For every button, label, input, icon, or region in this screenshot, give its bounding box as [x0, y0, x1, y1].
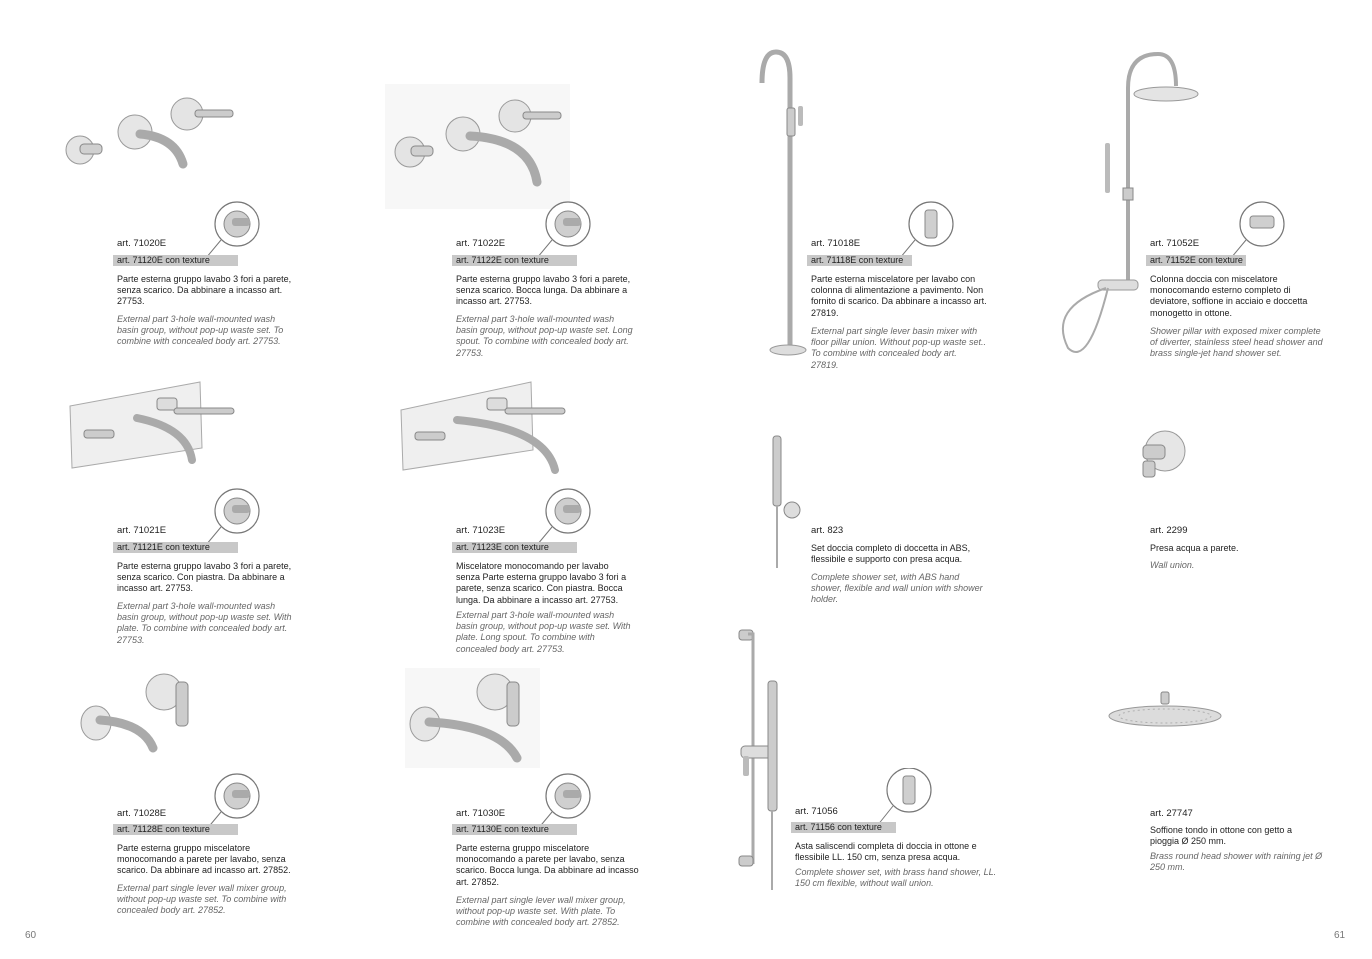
texture-detail-icon: [180, 487, 265, 547]
texture-label: art. 71130E con texture: [452, 824, 577, 835]
page-number-right: 61: [1334, 930, 1346, 941]
texture-detail-icon: [872, 200, 957, 260]
description-en: External part 3-hole wall-mounted wash basin group, without pop-up waste set. With plate. To combine with concealed body art. 27753.: [117, 601, 292, 645]
article-number: art. 71052E: [1150, 238, 1200, 249]
faucet-3-hole-plate-long-spout-photo: [395, 378, 575, 478]
article-number: art. 2299: [1150, 525, 1188, 536]
texture-label: art. 71152E con texture: [1146, 255, 1246, 266]
faucet-3-hole-long-spout-photo: [385, 84, 570, 209]
description-en: External part 3-hole wall-mounted wash basin group, without pop-up waste set. To combine with concealed body art. 27753.: [117, 314, 284, 347]
description-it: Miscelatore monocomando per lavabo senza Parte esterna gruppo lavabo 3 fori a parete, senza scarico. Con piastra. Bocca lunga. Da abbinare a incasso art. 27753.: [456, 561, 627, 605]
sliding-bar-photo: [735, 626, 785, 894]
wall-union-photo: [1135, 425, 1190, 483]
description-it: Parte esterna gruppo miscelatore monocomando a parete per lavabo, senza scarico. Bocca lunga. Da abbinare ad incasso art. 27852.: [456, 843, 639, 887]
description-it: Set doccia completo di doccetta in ABS, flessibile e supporto con presa acqua.: [811, 543, 971, 565]
description-it: Parte esterna gruppo lavabo 3 fori a parete, senza scarico. Con piastra. Da abbinare a incasso art. 27753.: [117, 561, 292, 594]
description-it: Parte esterna gruppo lavabo 3 fori a parete, senza scarico. Bocca lunga. Da abbinare a incasso art. 27753.: [456, 274, 631, 307]
description-it: Parte esterna gruppo miscelatore monocomando a parete per lavabo, senza scarico. Da abbinare ad incasso art. 27852.: [117, 843, 291, 876]
texture-detail-icon: [180, 772, 265, 832]
texture-detail-icon: [511, 772, 596, 832]
description-it: Asta saliscendi completa di doccia in ottone e flessibile LL. 150 cm, senza presa acqua.: [795, 841, 977, 863]
texture-label: art. 71121E con texture: [113, 542, 238, 553]
texture-detail-icon: [511, 487, 596, 547]
article-number: art. 71030E: [456, 808, 506, 819]
article-number: art. 71020E: [117, 238, 167, 249]
shower-set-photo: [764, 432, 804, 572]
texture-label: art. 71156 con texture: [791, 822, 896, 833]
article-number: art. 71021E: [117, 525, 167, 536]
article-number: art. 71023E: [456, 525, 506, 536]
article-number: art. 71022E: [456, 238, 506, 249]
description-en: External part 3-hole wall-mounted wash basin group, without pop-up waste set. Long spout. To combine with concealed body art. 27753.: [456, 314, 633, 358]
article-number: art. 823: [811, 525, 844, 536]
description-it: Presa acqua a parete.: [1150, 543, 1239, 553]
round-head-shower-photo: [1105, 690, 1225, 730]
page-number-left: 60: [25, 930, 37, 941]
texture-label: art. 71128E con texture: [113, 824, 238, 835]
texture-label: art. 71123E con texture: [452, 542, 577, 553]
description-en: Complete shower set, with ABS hand shower, flexible and wall union with shower holder.: [811, 572, 983, 605]
description-en: Shower pillar with exposed mixer complete of diverter, stainless steel head shower and brass single-jet hand shower set.: [1150, 326, 1323, 359]
description-it: Soffione tondo in ottone con getto a pioggia Ø 250 mm.: [1150, 825, 1292, 847]
texture-label: art. 71118E con texture: [807, 255, 912, 266]
texture-label: art. 71122E con texture: [452, 255, 577, 266]
wall-mixer-long-spout-photo: [405, 668, 540, 768]
texture-detail-icon: [1212, 200, 1297, 260]
article-number: art. 71018E: [811, 238, 861, 249]
article-number: art. 71056: [795, 806, 838, 817]
description-en: External part single lever wall mixer group, without pop-up waste set. To combine with concealed body art. 27852.: [117, 883, 287, 916]
texture-detail-icon: [180, 200, 265, 260]
floor-standing-mixer-photo: [752, 48, 812, 360]
faucet-3-hole-photo: [55, 92, 240, 172]
description-it: Colonna doccia con miscelatore monocomando esterno completo di deviatore, soffione in acciaio e doccetta monogetto in ottone.: [1150, 274, 1308, 318]
faucet-3-hole-plate-photo: [62, 378, 242, 473]
description-en: External part single lever basin mixer with floor pillar union. Without pop-up waste set.. To combine with concealed body art. 27819.: [811, 326, 987, 370]
texture-detail-icon: [511, 200, 596, 260]
description-en: Brass round head shower with raining jet Ø 250 mm.: [1150, 851, 1323, 873]
texture-label: art. 71120E con texture: [113, 255, 238, 266]
description-en: External part single lever wall mixer group, without pop-up waste set. With plate. To combine with concealed body art. 27852.: [456, 895, 626, 928]
description-it: Parte esterna gruppo lavabo 3 fori a parete, senza scarico. Da abbinare a incasso art. 27753.: [117, 274, 292, 307]
article-number: art. 71028E: [117, 808, 167, 819]
description-en: Complete shower set, with brass hand shower, LL. 150 cm flexible, without wall union.: [795, 867, 997, 889]
texture-detail-icon: [855, 768, 940, 828]
wall-mixer-photo: [78, 668, 198, 753]
article-number: art. 27747: [1150, 808, 1193, 819]
description-en: Wall union.: [1150, 560, 1195, 570]
description-it: Parte esterna miscelatore per lavabo con colonna di alimentazione a pavimento. Non fornito di scarico. Da abbinare a incasso art. 27819.: [811, 274, 987, 318]
description-en: External part 3-hole wall-mounted wash basin group, without pop-up waste set. With plate. Long spout. To combine with concealed body art. 27753.: [456, 610, 631, 654]
